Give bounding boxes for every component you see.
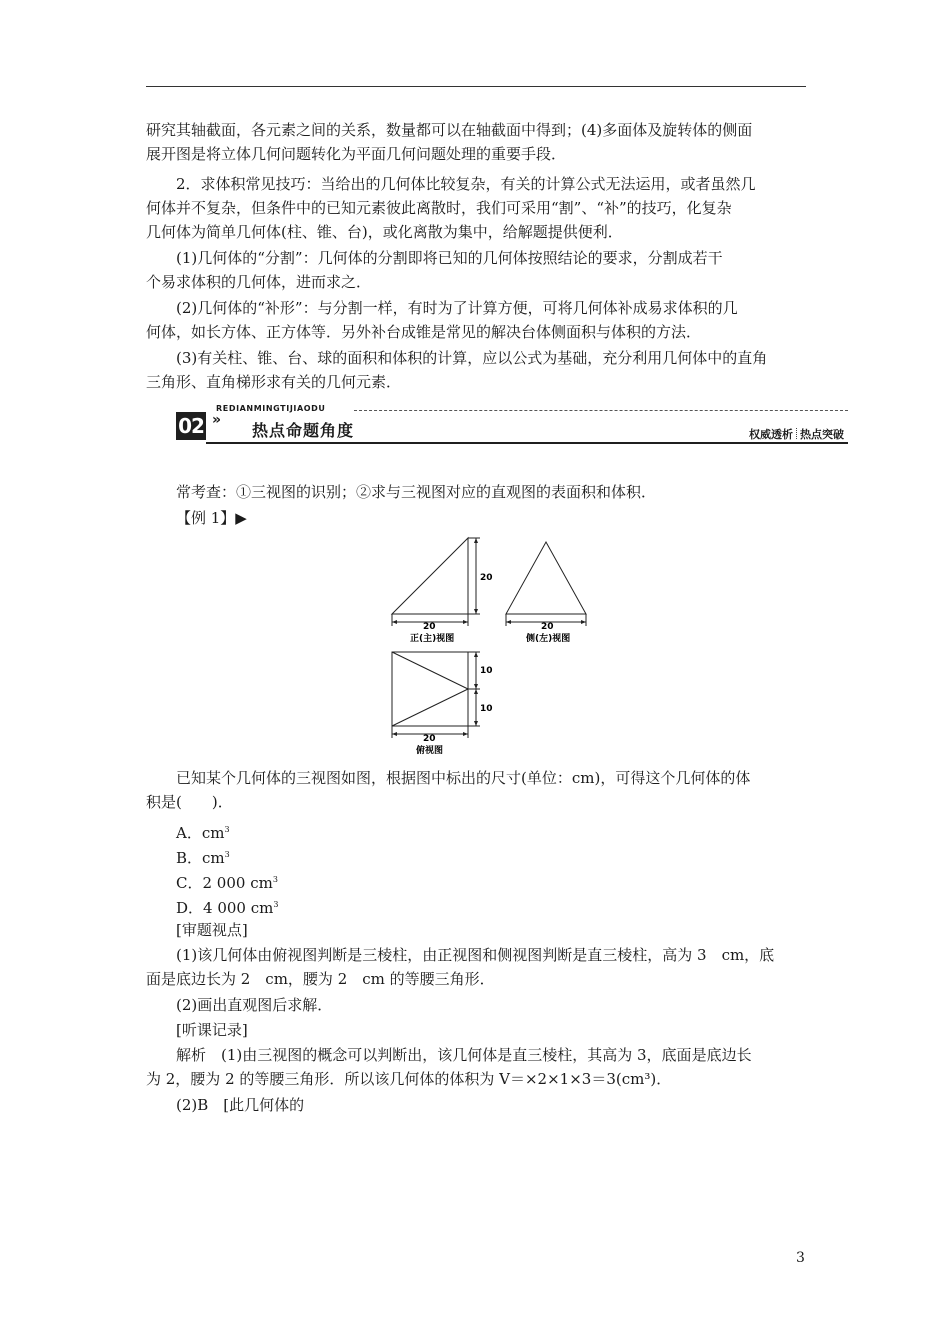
choice-unit-exponent: 3 — [224, 825, 230, 834]
side-width-label: 20 — [541, 622, 554, 632]
double-chevron-icon: » — [212, 412, 222, 428]
section-tag-left: 权威透析 — [749, 428, 793, 441]
top-width-label: 20 — [423, 734, 436, 744]
choice-letter: C． — [176, 874, 203, 892]
side-view-triangle — [506, 542, 586, 614]
side-view-caption: 侧(左)视图 — [526, 634, 571, 644]
top-view-rectangle — [392, 652, 468, 726]
text-line: 2．求体积常见技巧：当给出的几何体比较复杂，有关的计算公式无法运用，或者虽然几 — [176, 175, 756, 193]
solution-part-2: (2)B [此几何体的 — [176, 1096, 305, 1114]
choice-unit-exponent: 3 — [273, 900, 279, 909]
front-view-triangle — [392, 538, 468, 614]
text-line: 几何体为简单几何体(柱、锥、台)，或化离散为集中，给解题提供便利． — [146, 223, 623, 241]
text-line: (1)几何体的“分割”：几何体的分割即将已知的几何体按照结论的要求，分割成若干 — [176, 249, 723, 267]
front-height-label: 20 — [480, 573, 493, 583]
paragraph-volume-techniques — [146, 172, 808, 244]
choice-value: cm — [202, 849, 225, 867]
solution-part-1 — [146, 1043, 808, 1091]
choice-letter: D． — [176, 899, 204, 917]
exam-focus: 常考查：①三视图的识别；②求与三视图对应的直观图的表面积和体积． — [176, 483, 657, 501]
section-tags — [749, 426, 844, 442]
section-banner — [176, 406, 848, 446]
text-line: 积是( )． — [146, 793, 233, 811]
text-line: (3)有关柱、锥、台、球的面积和体积的计算，应以公式为基础，充分利用几何体中的直角 — [176, 349, 768, 367]
section-tag-right: 热点突破 — [800, 428, 844, 441]
section-title: 热点命题角度 — [252, 421, 355, 440]
page-number: 3 — [796, 1250, 805, 1266]
text-line: (1)该几何体由俯视图判断是三棱柱，由正视图和侧视图判断是直三棱柱，高为 3 cm，底 — [176, 946, 775, 964]
example-label: 【例 1】▶ — [176, 509, 247, 527]
header-rule — [146, 86, 806, 87]
text-line: 为 2，腰为 2 的等腰三角形．所以该几何体的体积为 V＝×2×1×3＝3(cm³)． — [146, 1070, 672, 1088]
three-view-figure — [380, 530, 610, 758]
front-view-caption: 正(主)视图 — [410, 634, 455, 644]
choice-a[interactable] — [176, 818, 230, 845]
paragraph-completion — [146, 296, 808, 344]
text-line: 个易求体积的几何体，进而求之． — [146, 273, 372, 291]
tag-separator — [796, 428, 797, 439]
choice-value: cm — [201, 824, 225, 842]
choice-unit-exponent: 3 — [224, 850, 230, 859]
top-lower-height-label: 10 — [480, 704, 493, 714]
section-number-badge: 02 — [176, 412, 206, 440]
review-point-2: (2)画出直观图后求解． — [176, 996, 333, 1014]
text-line: 解析 (1)由三视图的概念可以判断出，该几何体是直三棱柱，其高为 3，底面是底边长 — [176, 1046, 752, 1064]
notes-heading: [听课记录] — [176, 1021, 248, 1039]
text-line: 何体，如长方体、正方体等．另外补台成锥是常见的解决台体侧面积与体积的方法． — [146, 323, 702, 341]
choice-letter: A． — [176, 824, 202, 842]
question-text — [146, 766, 808, 814]
review-heading: [审题视点] — [176, 921, 248, 939]
text-line: 面是底边长为 2 cm，腰为 2 cm 的等腰三角形． — [146, 970, 495, 988]
choice-d[interactable] — [176, 893, 278, 920]
section-pinyin: REDIANMINGTIJIAODU — [216, 404, 326, 413]
section-dashed-rule — [354, 410, 848, 411]
choice-value: 2 000 cm — [202, 874, 273, 892]
choice-letter: B． — [176, 849, 203, 867]
front-width-label: 20 — [423, 622, 436, 632]
text-line: 展开图是将立体几何问题转化为平面几何问题处理的重要手段． — [146, 145, 567, 163]
text-line: (2)几何体的“补形”：与分割一样，有时为了计算方便，可将几何体补成易求体积的几 — [176, 299, 738, 317]
choice-b[interactable] — [176, 843, 230, 870]
choice-value: 4 000 cm — [203, 899, 274, 917]
choice-unit-exponent: 3 — [272, 875, 278, 884]
review-point-1 — [146, 943, 808, 991]
top-upper-height-label: 10 — [480, 666, 493, 676]
text-line: 已知某个几何体的三视图如图，根据图中标出的尺寸(单位：cm)，可得这个几何体的体 — [176, 769, 751, 787]
top-view-caption: 俯视图 — [416, 746, 444, 756]
paragraph-splitting — [146, 246, 808, 294]
paragraph-formula-basis — [146, 346, 808, 394]
text-line: 三角形、直角梯形求有关的几何元素． — [146, 373, 402, 391]
paragraph-axial-section — [146, 118, 808, 166]
choice-c[interactable] — [176, 868, 278, 895]
section-underline — [206, 442, 848, 444]
text-line: 研究其轴截面，各元素之间的关系，数量都可以在轴截面中得到；(4)多面体及旋转体的侧面 — [146, 121, 753, 139]
text-line: 何体并不复杂，但条件中的已知元素彼此离散时，我们可采用“割”、“补”的技巧，化复杂 — [146, 199, 732, 217]
